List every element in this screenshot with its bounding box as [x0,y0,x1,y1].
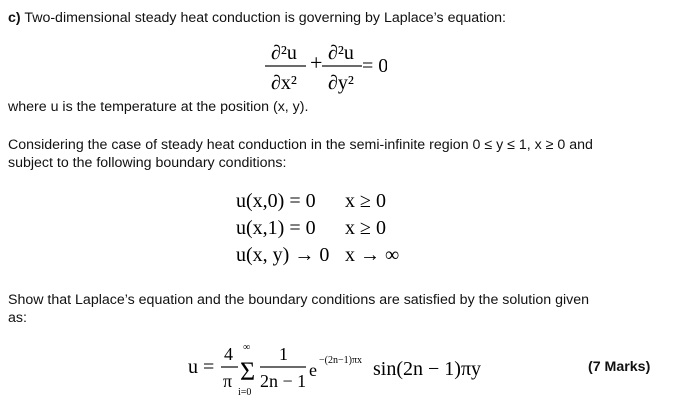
boundary-condition-1-condition: x ≥ 0 [345,190,386,212]
solution-lhs: u = [188,356,215,378]
solution-equation [188,340,488,398]
solution-sum-upper: ∞ [243,342,251,353]
intro-text: Two-dimensional steady heat conduction is governing by Laplace’s equation: [24,10,506,26]
laplace-term2-numerator: ∂²u [328,42,354,64]
part-label: c) [8,10,21,26]
show-line-1: Show that Laplace’s equation and the boundary conditions are satisfied by the solution given [8,292,590,308]
laplace-equals-zero: = 0 [362,55,387,77]
marks-label: (7 Marks) [588,359,651,375]
laplace-plus: + [310,50,323,75]
question-intro [8,9,506,27]
boundary-conditions [236,188,421,274]
solution-frac-denominator: 2n − 1 [260,371,307,391]
solution-frac-numerator: 1 [279,344,288,364]
laplace-equation [262,35,387,95]
boundary-condition-1-lhs: u(x,0) = 0 [236,190,316,212]
solution-sum-symbol: Σ [240,357,256,386]
laplace-term2-denominator: ∂y² [328,72,354,94]
where-text: where u is the temperature at the position (x, y). [8,99,309,115]
boundary-condition-3-condition: x → ∞ [345,244,400,266]
solution-coef-numerator: 4 [224,344,233,364]
considering-line-1: Considering the case of steady heat conduction in the semi-infinite region 0 ≤ y ≤ 1, x ≥ 0 and [8,137,593,153]
solution-sum-lower: i=0 [238,387,252,398]
boundary-condition-2-lhs: u(x,1) = 0 [236,217,316,239]
solution-exp-base: e [309,360,317,380]
laplace-term1-denominator: ∂x² [271,72,297,94]
boundary-condition-3-lhs: u(x, y) → 0 [236,244,330,266]
laplace-term1-numerator: ∂²u [271,42,297,64]
boundary-condition-2-condition: x ≥ 0 [345,217,386,239]
solution-sine-term: sin(2n − 1)πy [373,358,482,380]
show-line-2: as: [8,310,27,326]
considering-line-2: subject to the following boundary conditions: [8,155,287,171]
solution-exp-power: −(2n−1)πx [319,355,362,366]
solution-coef-denominator: π [223,371,233,391]
